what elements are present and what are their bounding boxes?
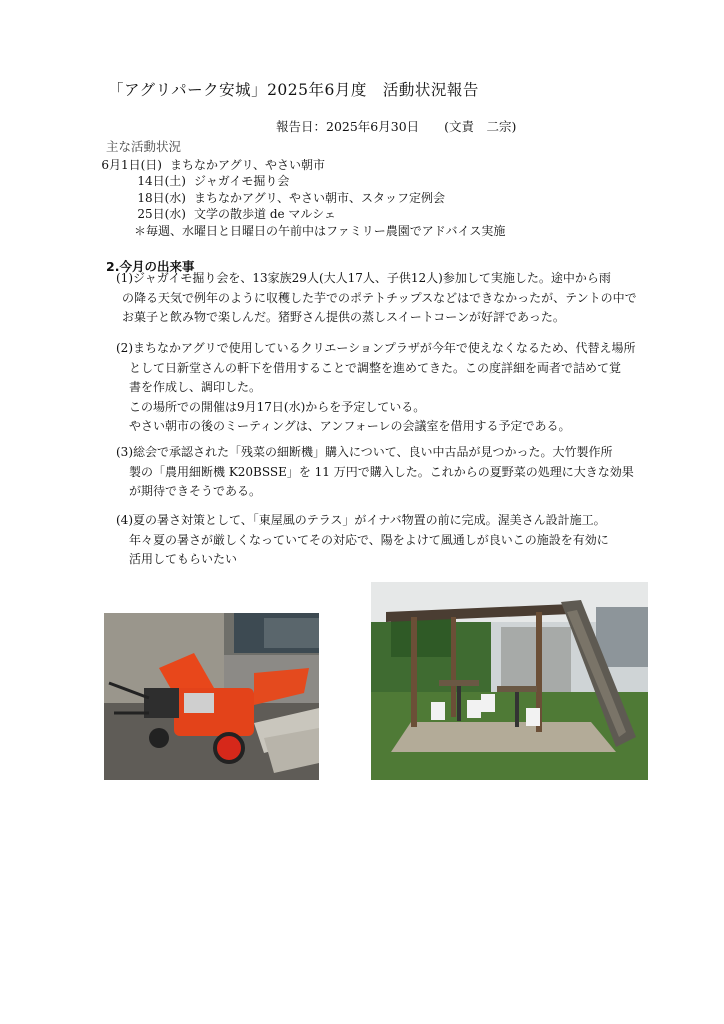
event-line: 製の「農用細断機 K20BSSE」を 11 万円で購入した。これからの夏野菜の処理に大きな効果 <box>129 464 634 479</box>
event-line: (3)総会で承認された「残菜の細断機」購入について、良い中古品が見つかった。大竹製作所 <box>116 445 613 459</box>
activity-item <box>132 172 289 189</box>
event-line: として日新堂さんの軒下を借用することで調整を進めてきた。この度詳細を両者で詰めて覚 <box>129 360 622 375</box>
event-line: が期待できそうである。 <box>129 484 262 498</box>
report-date-line: 報告日：2025年6月30日 (文責 二宗) <box>276 119 517 134</box>
event-paragraph-2 <box>116 339 635 437</box>
shredder-illustration <box>104 613 319 780</box>
terrace-illustration <box>371 582 648 780</box>
activity-item <box>132 205 336 222</box>
event-paragraph-1 <box>116 269 637 328</box>
event-paragraph-3 <box>116 443 634 502</box>
weekly-note: ＊毎週、水曜日と日曜日の午前中はファミリー農園でアドバイス実施 <box>134 224 506 238</box>
activity-item <box>66 156 325 173</box>
event-paragraph-4 <box>116 511 609 570</box>
activity-date: 18日(水) <box>137 191 186 205</box>
report-title: 「アグリパーク安城」2025年6月度 活動状況報告 <box>108 81 479 99</box>
event-line: 書を作成し、調印した。 <box>129 380 262 394</box>
activity-date: 25日(水) <box>137 207 186 221</box>
event-line: の降る天気で例年のように収穫した芋でのポテトチップスなどはできなかったが、テントの中で <box>122 290 637 305</box>
activity-desc: まちなかアグリ、やさい朝市、スタッフ定例会 <box>194 191 446 205</box>
event-line: (1)ジャガイモ掘り会を、13家族29人(大人17人、子供12人)参加して実施した。途中から雨 <box>116 271 611 285</box>
terrace-photo <box>371 582 648 780</box>
events-heading: 2.今月の出来事 <box>106 259 195 274</box>
activity-desc: ジャガイモ掘り会 <box>194 174 290 188</box>
activity-date: 6月1日(日) <box>101 158 162 172</box>
activity-desc: 文学の散歩道 de マルシェ <box>194 207 336 221</box>
event-line: 年々夏の暑さが厳しくなっていてその対応で、陽をよけて風通しが良いこの施設を有効に <box>129 532 609 547</box>
activity-date: 14日(土) <box>137 174 186 188</box>
shredder-photo <box>104 613 319 780</box>
activities-heading: 主な活動状況 <box>106 139 182 154</box>
activity-desc: まちなかアグリ、やさい朝市 <box>170 158 326 172</box>
event-line: この場所での開催は9月17日(水)からを予定している。 <box>129 399 426 414</box>
event-line: お菓子と飲み物で楽しんだ。猪野さん提供の蒸しスイートコーンが好評であった。 <box>122 310 565 324</box>
event-line: (4)夏の暑さ対策として、「東屋風のテラス」がイナバ物置の前に完成。渥美さん設計施工。 <box>116 513 606 527</box>
event-line: やさい朝市の後のミーティングは、アンフォーレの会議室を借用する予定である。 <box>129 419 571 433</box>
activity-item <box>132 189 445 206</box>
event-line: 活用してもらいたい <box>129 552 238 566</box>
event-line: (2)まちなかアグリで使用しているクリエーションプラザが今年で使えなくなるため、代替え場所 <box>116 341 636 355</box>
